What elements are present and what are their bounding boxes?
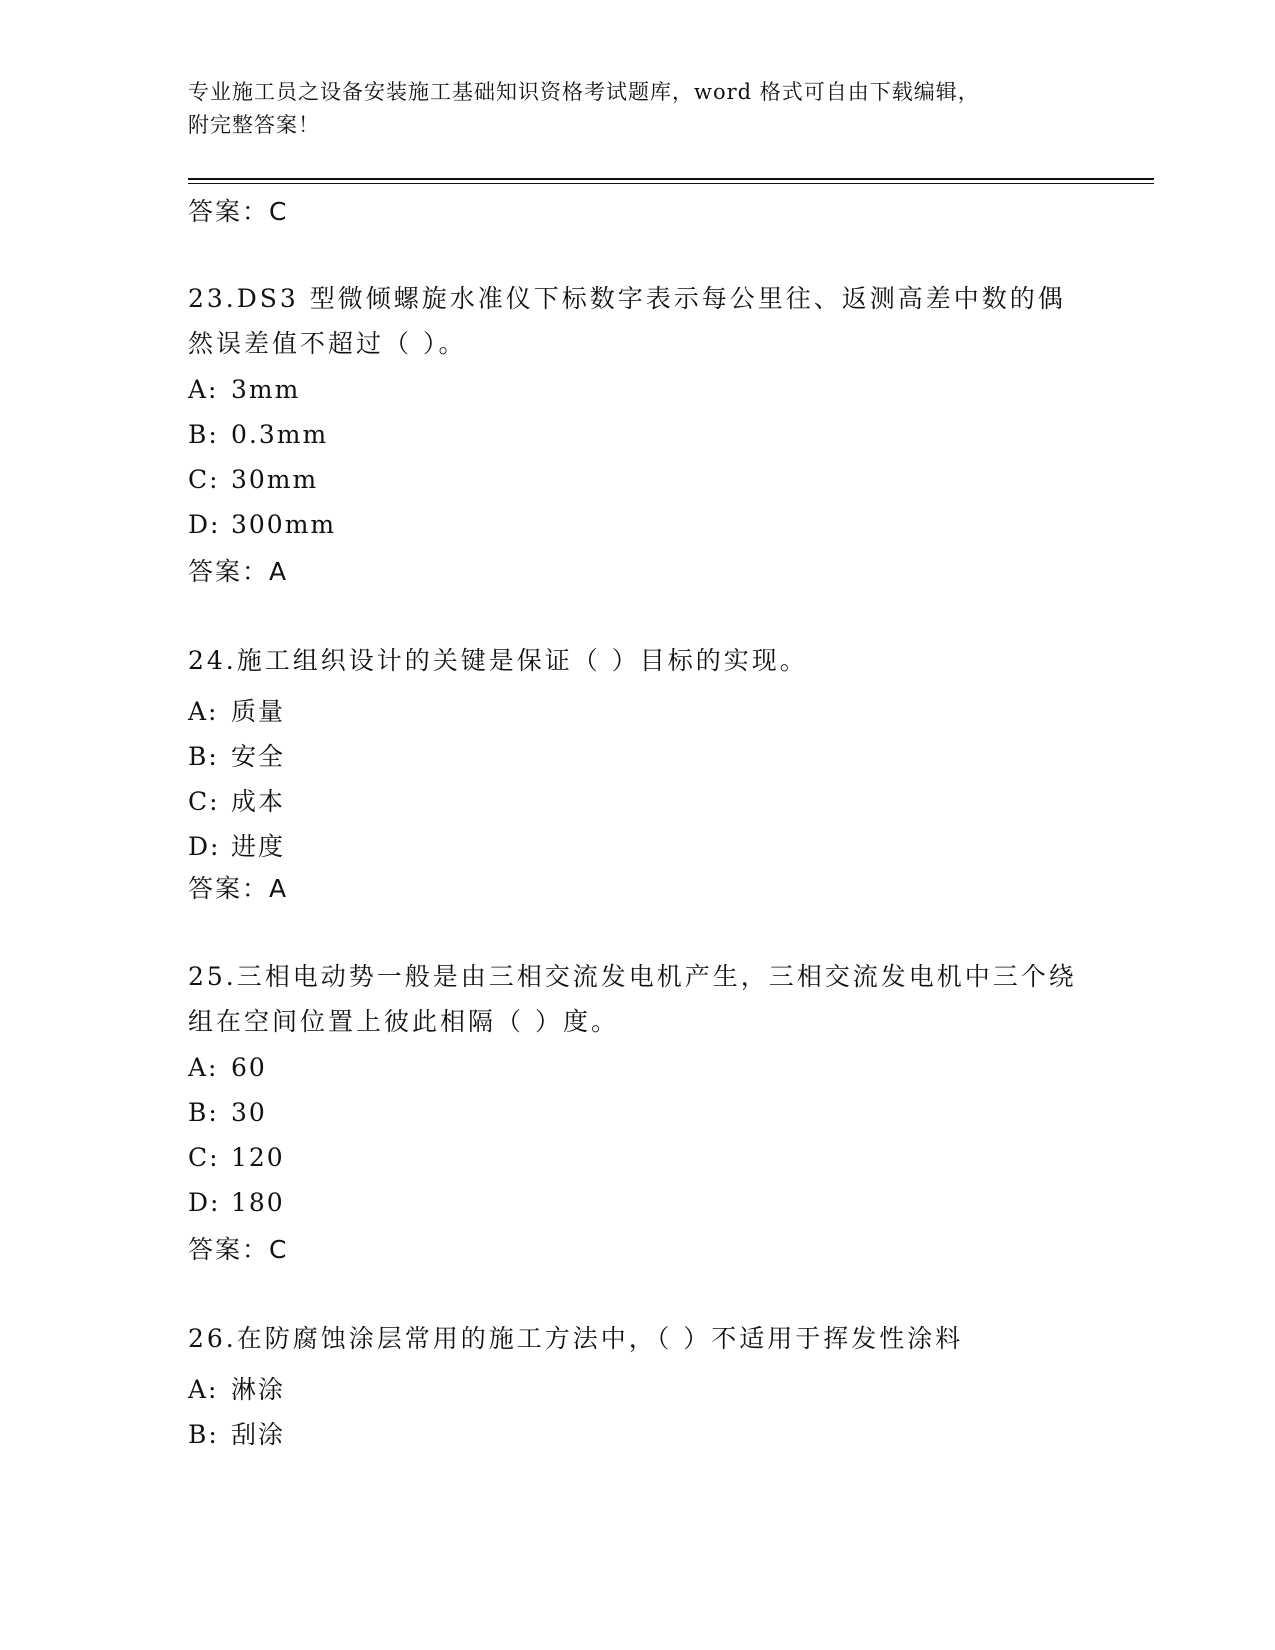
question-24-option-b <box>188 737 285 773</box>
question-25-option-a <box>188 1053 267 1082</box>
question-25-stem: 25.三相电动势一般是由三相交流发电机产生，三相交流发电机中三个绕组在空间位置上彼此相隔（ ）度。 <box>188 962 1077 1036</box>
option-text: 30 <box>231 1098 267 1127</box>
option-key: D: <box>188 1188 221 1217</box>
option-text: 30mm <box>231 465 319 494</box>
option-text: 质量 <box>231 697 286 726</box>
question-24-option-a <box>188 692 285 728</box>
header-divider-thick <box>188 178 1154 180</box>
option-key: B: <box>188 420 219 449</box>
option-key: C: <box>188 787 220 816</box>
option-text: 淋涂 <box>231 1375 286 1404</box>
option-key: C: <box>188 1143 220 1172</box>
question-25-option-b <box>188 1098 267 1127</box>
option-key: A: <box>188 1375 219 1404</box>
document-header: 专业施工员之设备安装施工基础知识资格考试题库，word 格式可自由下载编辑， 附完整答案！ <box>188 80 980 137</box>
option-text: 180 <box>231 1188 285 1217</box>
question-23-option-c <box>188 465 318 494</box>
option-key: D: <box>188 510 221 539</box>
option-text: 120 <box>231 1143 285 1172</box>
answer-q23: 答案：A <box>188 557 289 586</box>
option-text: 3mm <box>231 375 301 404</box>
question-23-stem: 23.DS3 型微倾螺旋水准仪下标数字表示每公里往、返测高差中数的偶然误差值不超过（ ）。 <box>188 284 1066 358</box>
answer-q25: 答案：C <box>188 1235 289 1264</box>
option-key: A: <box>188 375 219 404</box>
answer-q24: 答案：A <box>188 874 289 903</box>
question-25-option-c <box>188 1143 285 1172</box>
question-23-option-b <box>188 420 328 449</box>
option-key: B: <box>188 1420 219 1449</box>
option-key: A: <box>188 1053 219 1082</box>
option-key: C: <box>188 465 220 494</box>
option-text: 60 <box>231 1053 267 1082</box>
option-text: 成本 <box>231 787 286 816</box>
header-divider-thin <box>188 183 1154 184</box>
option-key: A: <box>188 697 219 726</box>
question-24-option-d <box>188 827 285 863</box>
question-26-option-a <box>188 1370 285 1406</box>
option-text: 安全 <box>231 742 286 771</box>
question-26-option-b <box>188 1415 285 1451</box>
question-24-stem: 24.施工组织设计的关键是保证（ ）目标的实现。 <box>188 646 808 675</box>
question-23-option-d <box>188 510 336 539</box>
option-key: B: <box>188 1098 219 1127</box>
option-text: 进度 <box>231 832 286 861</box>
option-text: 300mm <box>231 510 337 539</box>
question-24-option-c <box>188 782 285 818</box>
option-text: 0.3mm <box>231 420 329 449</box>
question-25-option-d <box>188 1188 285 1217</box>
question-23-option-a <box>188 375 300 404</box>
question-26-stem: 26.在防腐蚀涂层常用的施工方法中，（ ）不适用于挥发性涂料 <box>188 1324 964 1353</box>
option-key: B: <box>188 742 219 771</box>
answer-q22: 答案：C <box>188 197 289 226</box>
option-key: D: <box>188 832 221 861</box>
option-text: 刮涂 <box>231 1420 286 1449</box>
